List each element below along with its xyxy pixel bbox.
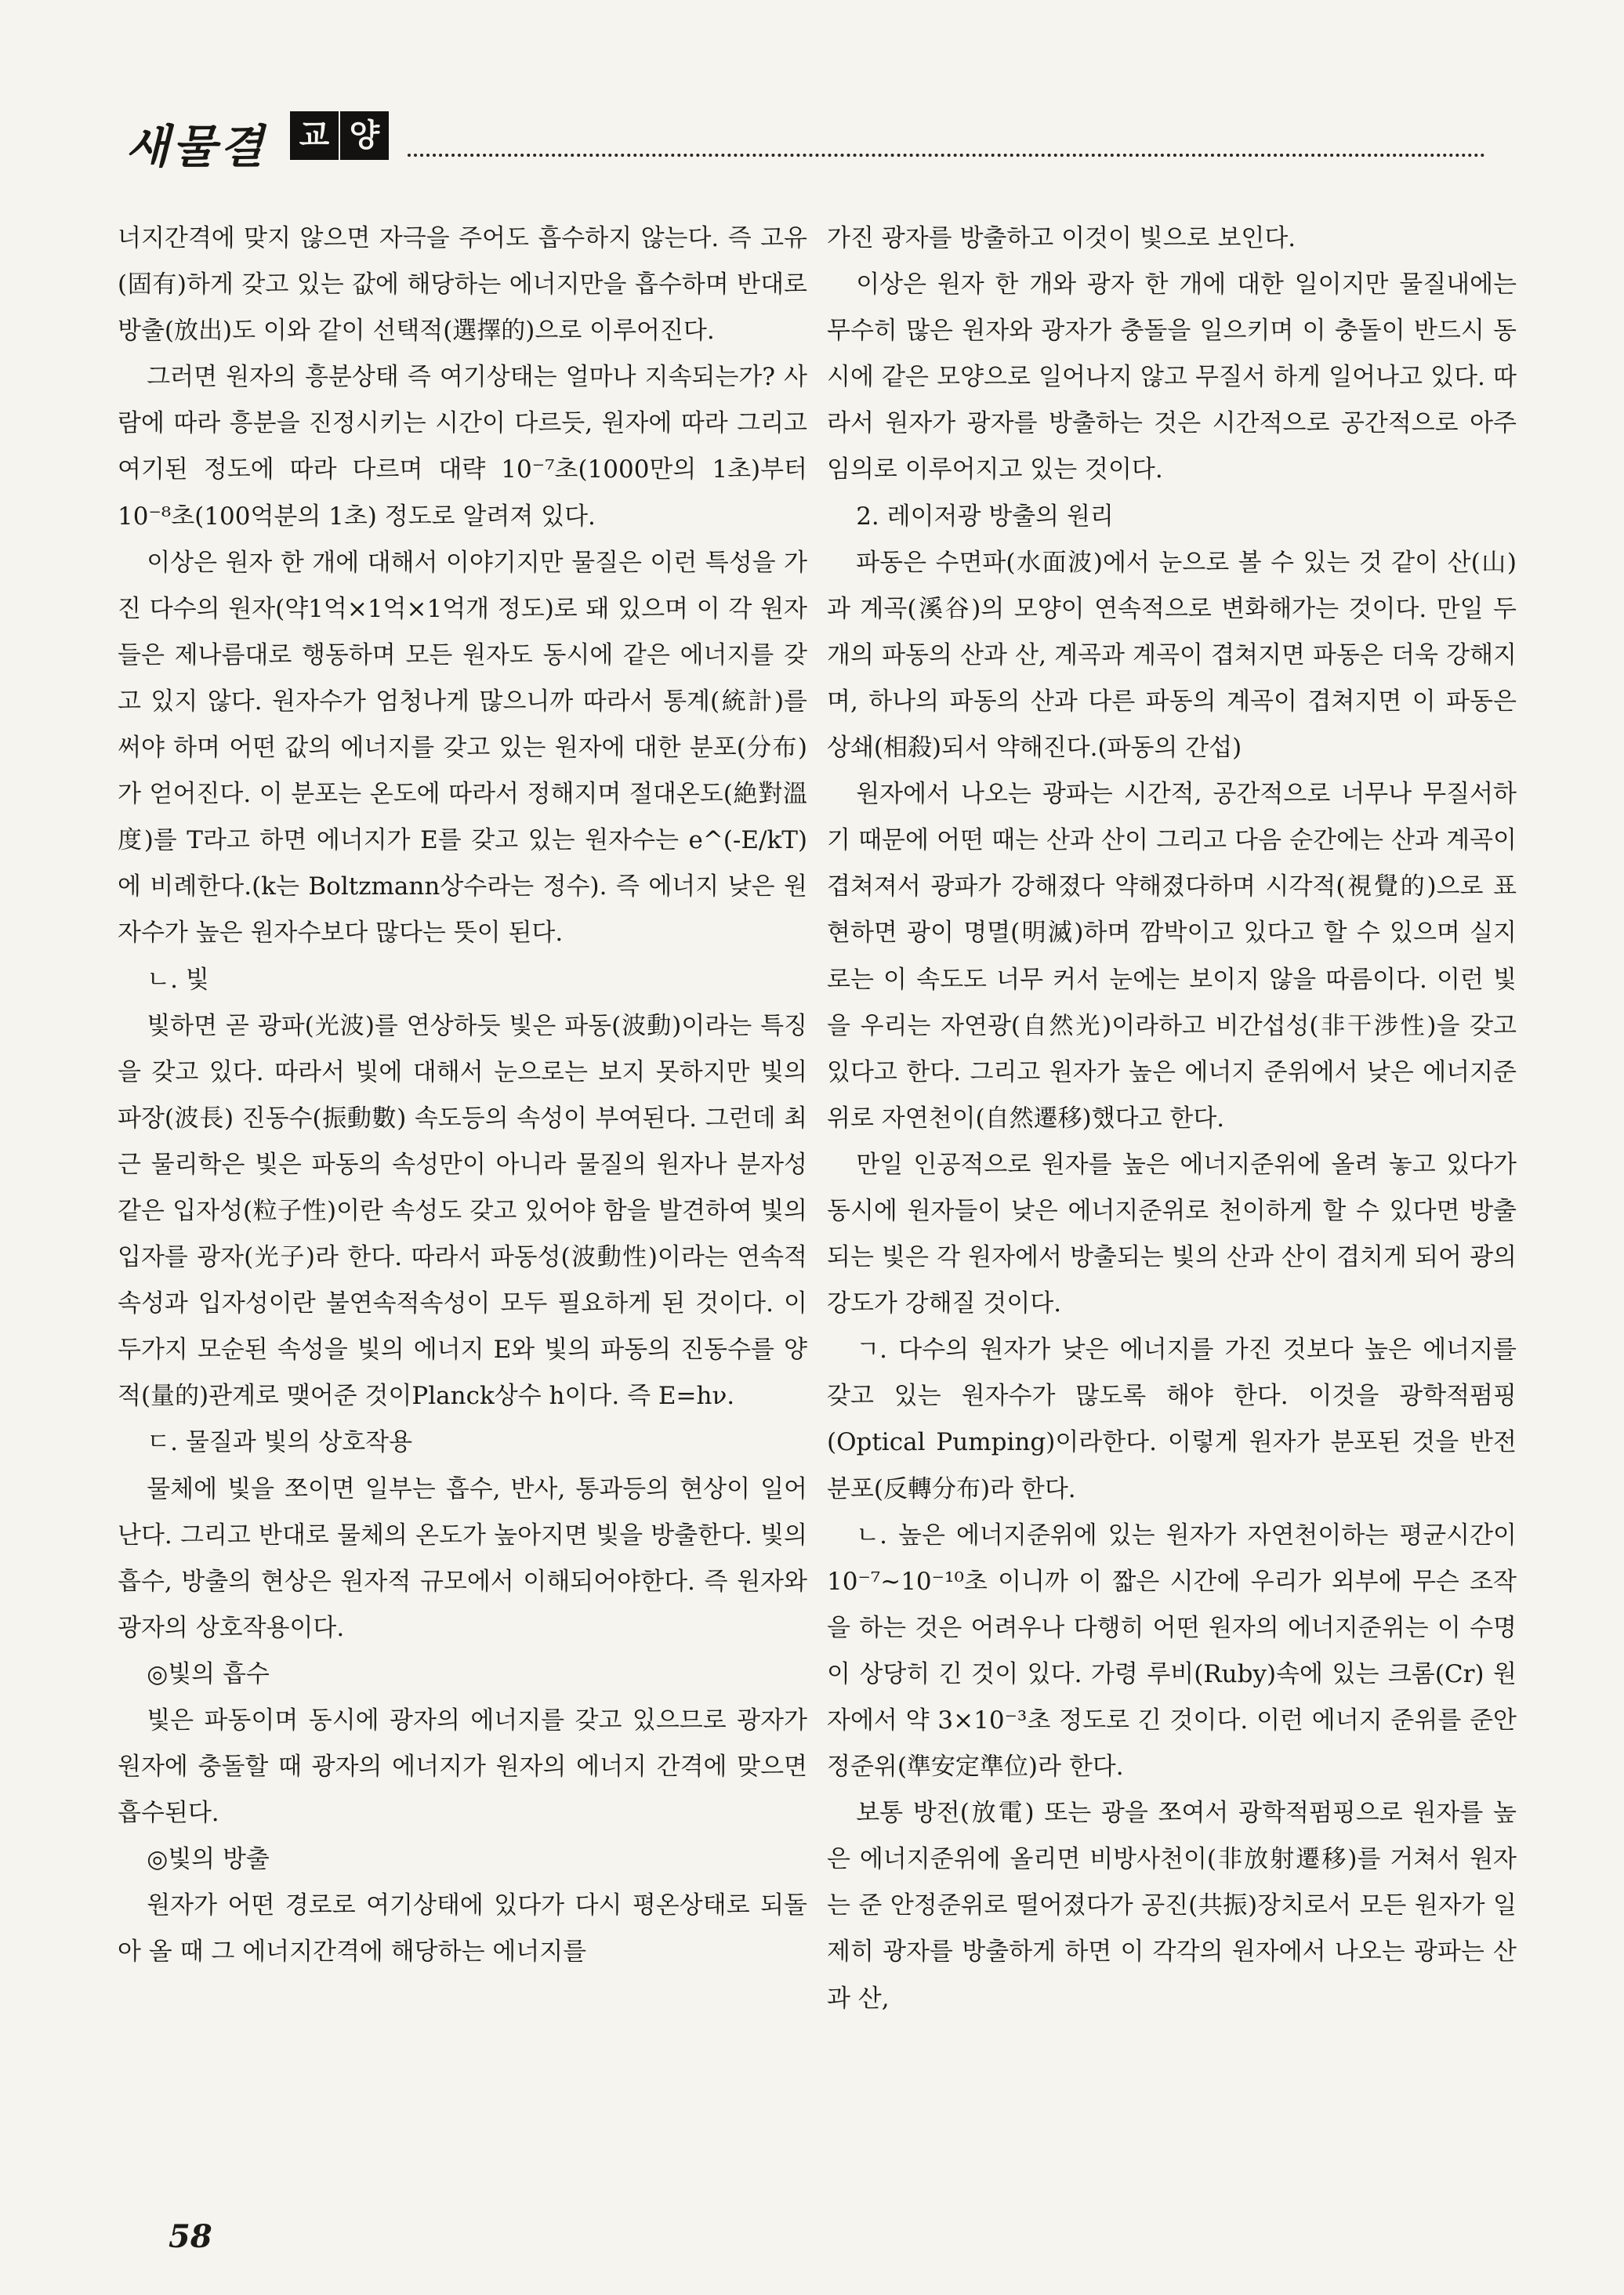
subsection-heading: ◎빛의 흡수 — [147, 1659, 270, 1688]
paragraph: 원자에서 나오는 광파는 시간적, 공간적으로 너무나 무질서하기 때문에 어떤 때는 산과 산이 그리고 다음 순간에는 산과 계곡이 겹쳐져서 광파가 강해졌다 약해졌다하며 시각적(視覺的)으로 표현하면 광이 명멸(明滅)하며 깜박이고 있다고 할 수 있으며 실지로는 이 속도도 너무 커서 눈에는 보이지 않을 따름이다. 이런 빛을 우리는 자연광(自然光)이라하고 비간섭성(非干涉性)을 갖고 있다고 한다. 그리고 원자가 높은 에너지 준위에서 낮은 에너지준위로 자연천이(自然遷移)했다고 한다. — [827, 780, 1517, 1133]
section-tag-char-2: 양 — [340, 111, 389, 160]
paragraph: 이상은 원자 한 개에 대해서 이야기지만 물질은 이런 특성을 가진 다수의 원자(약1억×1억×1억개 정도)로 돼 있으며 이 각 원자들은 제나름대로 행동하며 모든 원자도 동시에 같은 에너지를 갖고 있지 않다. 원자수가 엄청나게 많으니까 따라서 통계(統計)를 써야 하며 어떤 값의 에너지를 갖고 있는 원자에 대한 분포(分布)가 얻어진다. 이 분포는 온도에 따라서 정해지며 절대온도(絶對溫度)를 T라고 하면 에너지가 E를 갖고 있는 원자수는 e^(-E/kT)에 비례한다.(k는 Boltzmann상수라는 정수). 즉 에너지 낮은 원자수가 높은 원자수보다 많다는 뜻이 된다. — [118, 548, 807, 948]
page-number: 58 — [169, 2218, 212, 2255]
section-tag-char-1: 교 — [290, 111, 339, 160]
paragraph: 물체에 빛을 쪼이면 일부는 흡수, 반사, 통과등의 현상이 일어난다. 그리고 반대로 물체의 온도가 높아지면 빛을 방출한다. 빛의 흡수, 방출의 현상은 원자적 규모에서 이해되어야한다. 즉 원자와 광자의 상호작용이다. — [118, 1474, 807, 1642]
paragraph: 너지간격에 맞지 않으면 자극을 주어도 흡수하지 않는다. 즉 고유(固有)하게 갖고 있는 값에 해당하는 에너지만을 흡수하며 반대로 방출(放出)도 이와 같이 선택적(選擇的)으로 이루어진다. — [118, 224, 807, 346]
subsection-heading: ㄴ. 빛 — [147, 965, 209, 994]
paragraph: 파동은 수면파(水面波)에서 눈으로 볼 수 있는 것 같이 산(山)과 계곡(溪谷)의 모양이 연속적으로 변화해가는 것이다. 만일 두 개의 파동의 산과 산, 계곡과 계곡이 겹쳐지면 파동은 더욱 강해지며, 하나의 파동의 산과 다른 파동의 계곡이 겹쳐지면 이 파동은 상쇄(相殺)되서 약해진다.(파동의 간섭) — [827, 548, 1517, 763]
paragraph: 빛하면 곧 광파(光波)를 연상하듯 빛은 파동(波動)이라는 특징을 갖고 있다. 따라서 빛에 대해서 눈으로는 보지 못하지만 빛의 파장(波長) 진동수(振動數) 속도등의 속성이 부여된다. 그런데 최근 물리학은 빛은 파동의 속성만이 아니라 물질의 원자나 분자성같은 입자성(粒子性)이란 속성도 갖고 있어야 함을 발견하여 빛의 입자를 광자(光子)라 한다. 따라서 파동성(波動性)이라는 연속적속성과 입자성이란 불연속적속성이 모두 필요하게 된 것이다. 이 두가지 모순된 속성을 빛의 에너지 E와 빛의 파동의 진동수를 양적(量的)관계로 맺어준 것이Planck상수 h이다. 즉 E=hν. — [118, 1011, 807, 1411]
section-heading: 2. 레이저광 방출의 원리 — [856, 502, 1114, 531]
header-dotted-rule — [408, 154, 1485, 157]
paragraph: 빛은 파동이며 동시에 광자의 에너지를 갖고 있으므로 광자가 원자에 충돌할 때 광자의 에너지가 원자의 에너지 간격에 맞으면 흡수된다. — [118, 1706, 807, 1828]
paragraph: ㄴ. 높은 에너지준위에 있는 원자가 자연천이하는 평균시간이 10⁻⁷~10⁻¹⁰초 이니까 이 짧은 시간에 우리가 외부에 무슨 조작을 하는 것은 어려우나 다행히 어떤 원자의 에너지준위는 이 수명이 상당히 긴 것이 있다. 가령 루비(Ruby)속에 있는 크롬(Cr) 원자에서 약 3×10⁻³초 정도로 긴 것이다. 이런 에너지 준위를 준안정준위(準安定準位)라 한다. — [827, 1521, 1517, 1782]
paragraph: 가진 광자를 방출하고 이것이 빛으로 보인다. — [827, 224, 1296, 252]
subsection-heading: ㄷ. 물질과 빛의 상호작용 — [147, 1428, 413, 1457]
paragraph: ㄱ. 다수의 원자가 낮은 에너지를 가진 것보다 높은 에너지를 갖고 있는 원자수가 많도록 해야 한다. 이것을 광학적펌핑(Optical Pumping)이라한다. 이렇게 원자가 분포된 것을 반전분포(反轉分布)라 한다. — [827, 1336, 1517, 1503]
right-column — [827, 216, 1517, 2022]
paragraph: 원자가 어떤 경로로 여기상태에 있다가 다시 평온상태로 되돌아 올 때 그 에너지간격에 해당하는 에너지를 — [118, 1891, 807, 1967]
left-column — [118, 216, 807, 1976]
magazine-title: 새물결 — [125, 120, 267, 173]
paragraph: 만일 인공적으로 원자를 높은 에너지준위에 올려 놓고 있다가 동시에 원자들이 낮은 에너지준위로 천이하게 할 수 있다면 방출되는 빛은 각 원자에서 방출되는 빛의 산과 산이 겹치게 되어 광의 강도가 강해질 것이다. — [827, 1150, 1517, 1318]
page-header — [125, 110, 1485, 173]
subsection-heading: ◎빛의 방출 — [147, 1845, 270, 1874]
paragraph: 그러면 원자의 흥분상태 즉 여기상태는 얼마나 지속되는가? 사람에 따라 흥분을 진정시키는 시간이 다르듯, 원자에 따라 그리고 여기된 정도에 따라 다르며 대략 10⁻⁷초(1000만의 1초)부터 10⁻⁸초(100억분의 1초) 정도로 알려져 있다. — [118, 363, 807, 531]
paragraph: 보통 방전(放電) 또는 광을 쪼여서 광학적펌핑으로 원자를 높은 에너지준위에 올리면 비방사천이(非放射遷移)를 거쳐서 원자는 준 안정준위로 떨어졌다가 공진(共振)장치로서 모든 원자가 일제히 광자를 방출하게 하면 이 각각의 원자에서 나오는 광파는 산과 산, — [827, 1799, 1517, 2013]
paragraph: 이상은 원자 한 개와 광자 한 개에 대한 일이지만 물질내에는 무수히 많은 원자와 광자가 충돌을 일으키며 이 충돌이 반드시 동시에 같은 모양으로 일어나지 않고 무질서 하게 일어나고 있다. 따라서 원자가 광자를 방출하는 것은 시간적으로 공간적으로 아주 임의로 이루어지고 있는 것이다. — [827, 270, 1517, 484]
